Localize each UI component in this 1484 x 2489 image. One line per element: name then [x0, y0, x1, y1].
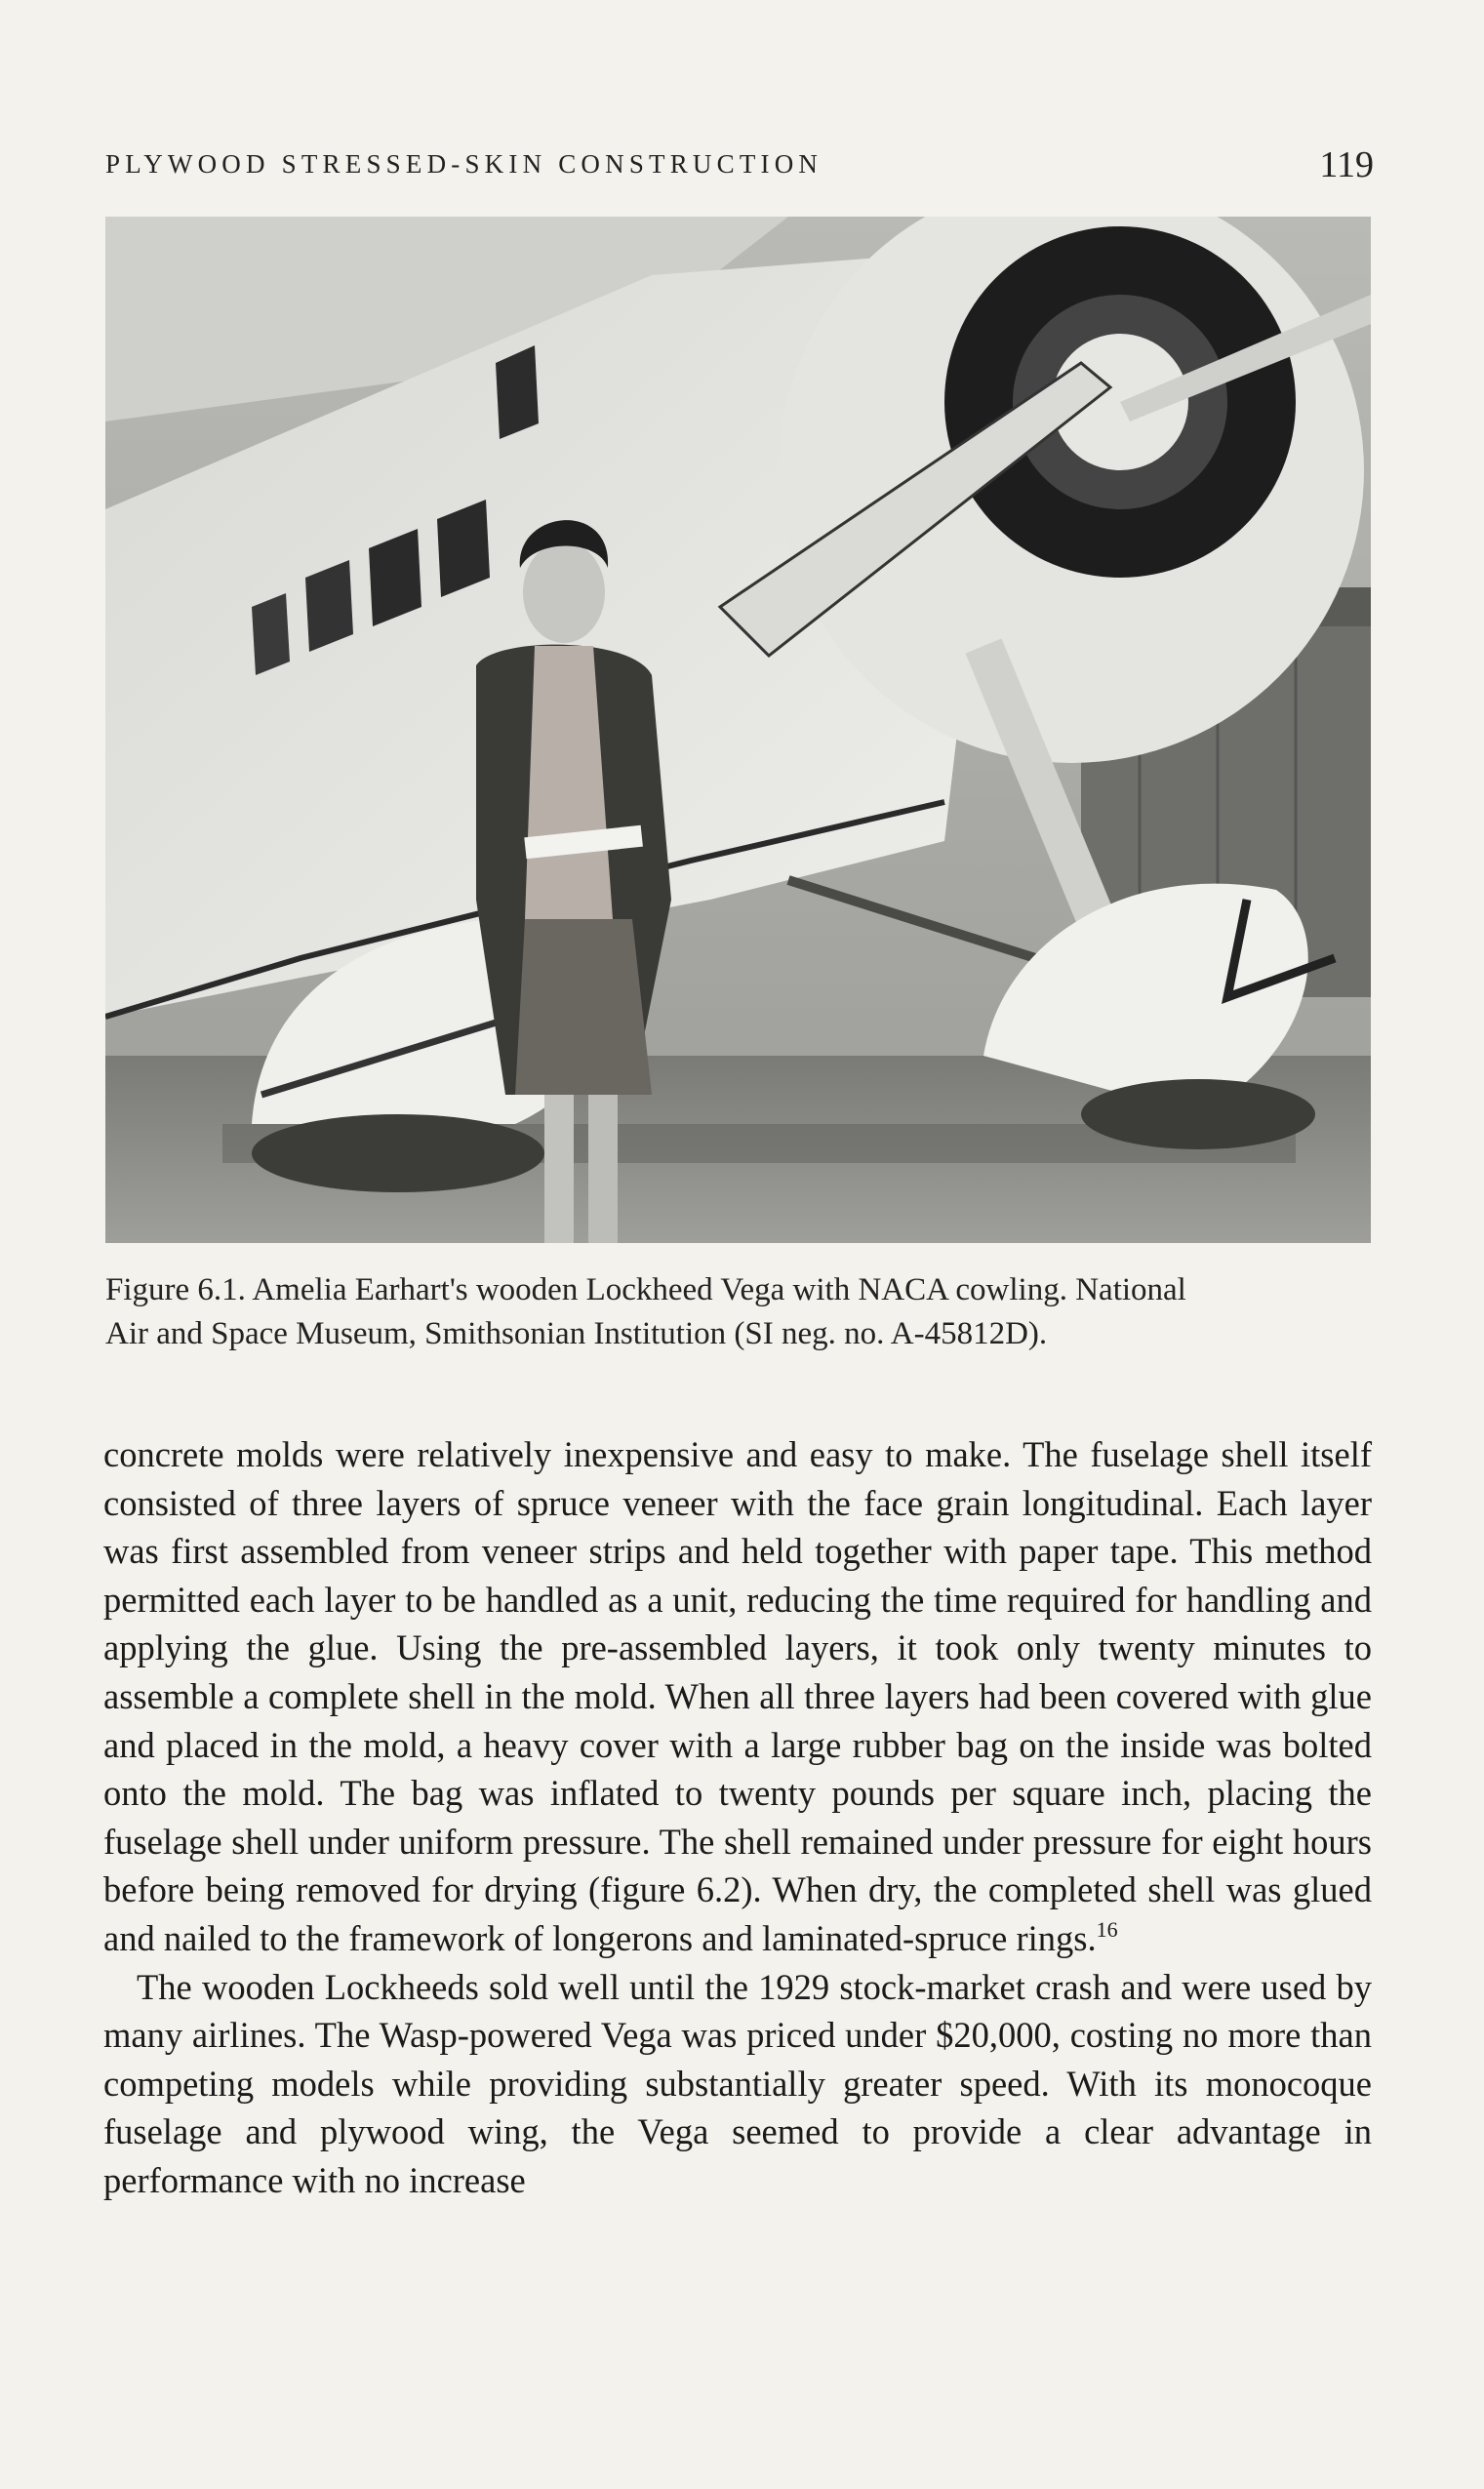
figure-caption: [105, 1268, 1374, 1356]
page-number: 119: [1319, 144, 1374, 185]
paragraph-1: [103, 1430, 1372, 1963]
paragraph-1-text: concrete molds were relatively inexpensive and easy to make. The fuselage shell itself consisted of three layers of spruce veneer with the face grain longitudinal. Each layer was first assembled from veneer strips and held together with paper tape. This method permitted each layer to be handled as a unit, reducing the time required for handling and applying the glue. Using the pre-assembled layers, it took only twenty minutes to assemble a complete shell in the mold. When all three layers had been covered with glue and placed in the mold, a heavy cover with a large rubber bag on the inside was bolted onto the mold. The bag was inflated to twenty pounds per square inch, placing the fuselage shell under uniform pressure. The shell remained under pressure for eight hours before being removed for drying (figure 6.2). When dry, the completed shell was glued and nailed to the framework of longerons and laminated-spruce rings.: [103, 1434, 1372, 1958]
footnote-ref: 16: [1096, 1916, 1118, 1942]
paragraph-2: The wooden Lockheeds sold well until the 1929 stock-market crash and were used by many airlines. The Wasp-powered Vega was priced under $20,000, costing no more than competing models while providing substantially greater speed. With its monocoque fuselage and plywood wing, the Vega seemed to provide a clear advantage in performance with no increase: [103, 1966, 1372, 2200]
figure-photo-lockheed-vega: [105, 217, 1371, 1243]
body-text: [103, 1430, 1372, 2205]
running-head: [105, 144, 1374, 188]
caption-line-1: Figure 6.1. Amelia Earhart's wooden Lockheed Vega with NACA cowling. National: [105, 1272, 1186, 1307]
running-title: PLYWOOD STRESSED-SKIN CONSTRUCTION: [105, 149, 823, 179]
caption-line-2: Air and Space Museum, Smithsonian Institution (SI neg. no. A-45812D).: [105, 1316, 1048, 1351]
